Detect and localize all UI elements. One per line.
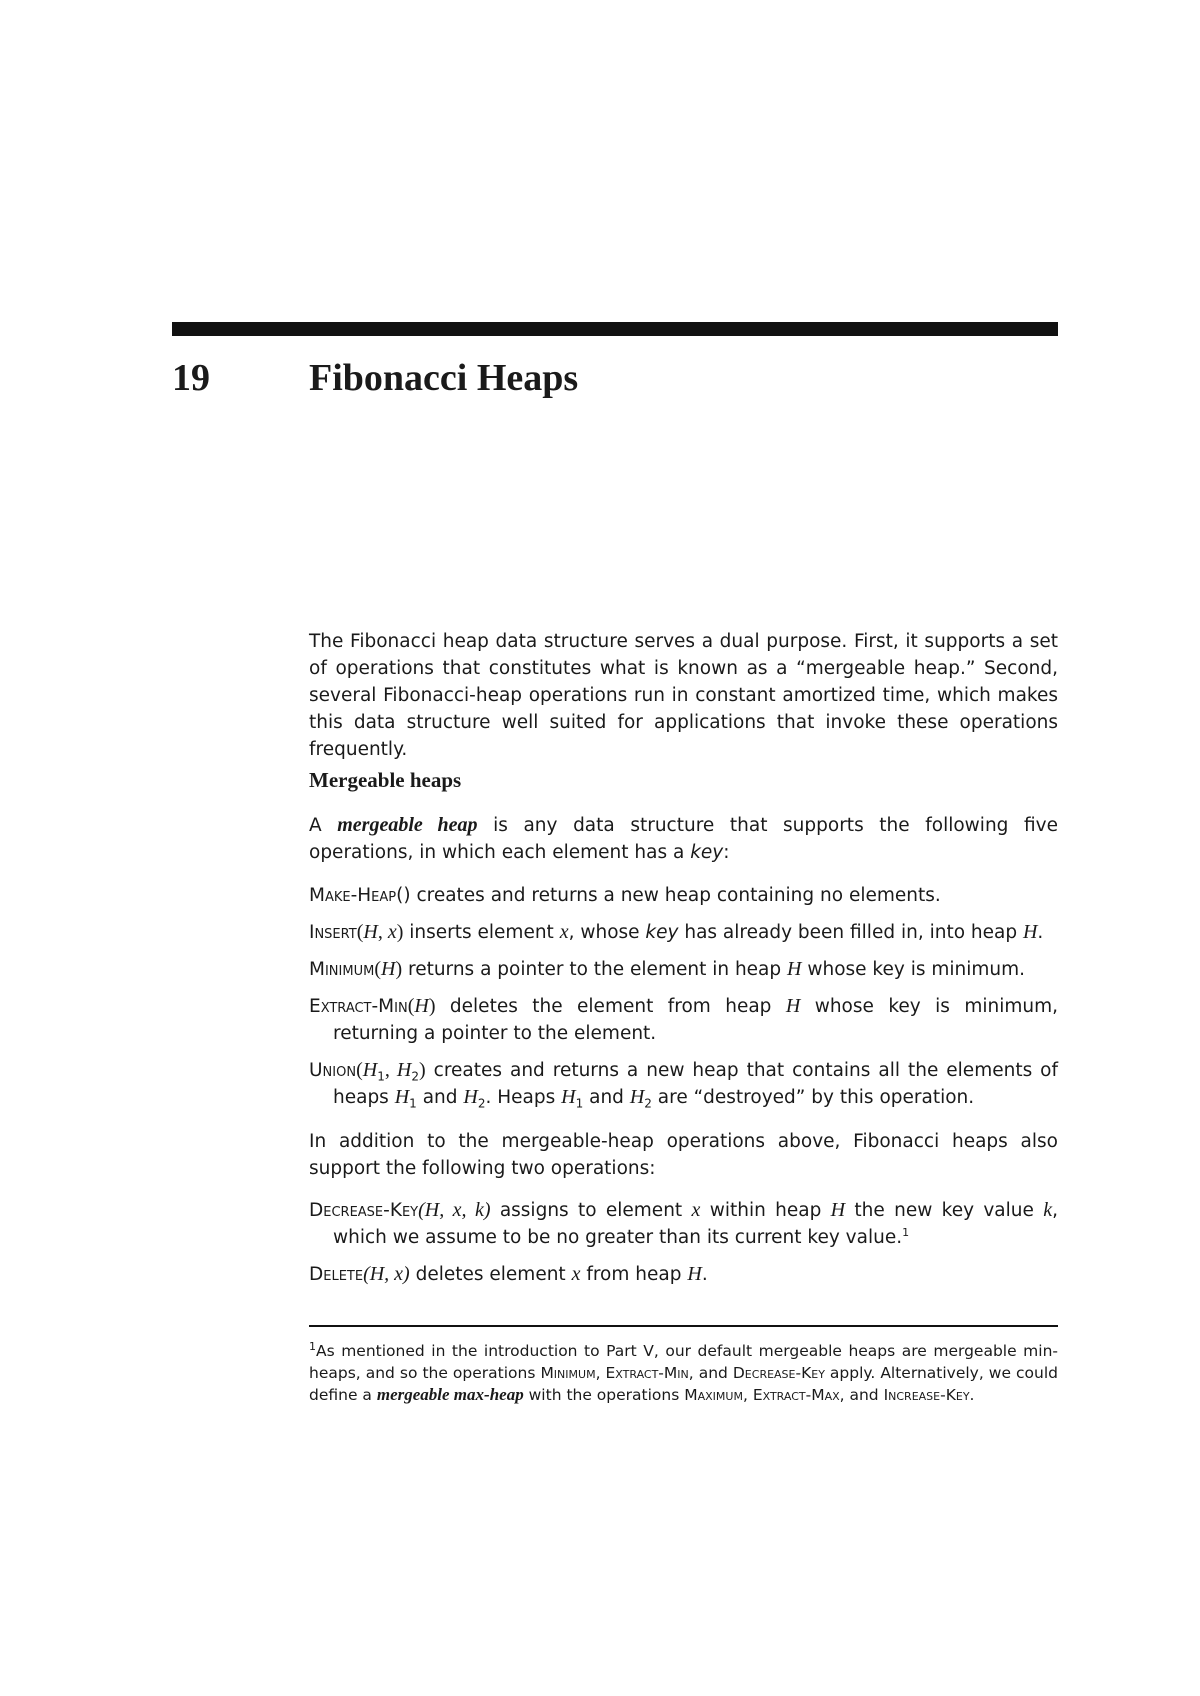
op-desc: are “destroyed” by this operation. [651, 1087, 975, 1108]
op-comma: , [384, 1059, 397, 1081]
op-desc: within heap [700, 1200, 831, 1221]
math-var: k [1043, 1199, 1053, 1221]
footnote-number: 1 [309, 1339, 316, 1353]
math-var: H [362, 1059, 378, 1081]
math-subscript: 2 [644, 1096, 652, 1111]
op-paren: ( [407, 995, 415, 1017]
op-union [309, 1057, 1058, 1111]
op-desc: whose key is minimum, returning a pointer to the element. [333, 996, 1058, 1044]
math-subscript: 1 [409, 1096, 417, 1111]
footnote-text: , and [688, 1364, 733, 1382]
op-make-heap [309, 882, 1058, 909]
op-desc: has already been filled in, into heap [678, 922, 1023, 943]
op-args: (H, x, k) [418, 1199, 491, 1221]
op-desc: the new key value [845, 1200, 1044, 1221]
math-var: H [363, 921, 378, 943]
chapter-rule [172, 322, 1058, 336]
op-paren: ) [395, 958, 403, 980]
math-var: H [561, 1086, 576, 1108]
footnote-text: As mentioned in the introduction to Part V, our default mergeable heaps are mergeable min-heaps, and so the operations [309, 1342, 1058, 1382]
op-paren: ) [428, 995, 436, 1017]
op-desc: from heap [580, 1264, 688, 1285]
math-var: H [394, 1086, 410, 1108]
additional-paragraph: In addition to the mergeable-heap operations above, Fibonacci heaps also support the following two operations: [309, 1131, 1058, 1179]
math-var: H [785, 995, 801, 1017]
op-desc: assigns to element [490, 1200, 692, 1221]
footnote-op: Increase-Key [883, 1386, 970, 1404]
math-var: H [687, 1263, 702, 1285]
footnote-text: with the operations [523, 1386, 685, 1404]
op-desc: . Heaps [485, 1087, 562, 1108]
op-insert [309, 919, 1058, 946]
op-minimum [309, 956, 1058, 983]
math-var: H [830, 1199, 846, 1221]
footnote-op: Extract-Min [605, 1364, 689, 1382]
op-name: Decrease-Key [309, 1200, 419, 1221]
op-desc: returns a pointer to the element in heap [402, 959, 788, 980]
op-name: Insert [309, 922, 357, 943]
term-key: key [690, 842, 724, 863]
math-var: x [559, 921, 569, 943]
op-delete [309, 1261, 1058, 1288]
math-subscript: 2 [411, 1069, 420, 1084]
math-var: H [414, 995, 429, 1017]
math-var: H [396, 1059, 412, 1081]
op-paren: ( [374, 958, 381, 980]
op-desc: , whose [568, 922, 646, 943]
footnote [309, 1340, 1058, 1406]
math-var: H [1022, 921, 1038, 943]
op-key-word: key [645, 922, 679, 943]
footnote-op: Maximum [684, 1386, 743, 1404]
footnote-text: , [742, 1386, 753, 1404]
math-var: x [691, 1199, 701, 1221]
op-comma: , [377, 921, 388, 943]
op-paren: ) [396, 921, 404, 943]
additional-operations-list [309, 1197, 1058, 1298]
op-desc: deletes the element from heap [435, 996, 786, 1017]
op-desc: . [701, 1264, 708, 1285]
math-var: x [571, 1263, 581, 1285]
op-args: () [396, 885, 411, 906]
op-paren: ( [356, 921, 364, 943]
footnote-text: , and [839, 1386, 884, 1404]
op-name: Make-Heap [309, 885, 397, 906]
op-desc: creates and returns a new heap that contains all the elements of heaps [333, 1060, 1059, 1108]
math-var: H [787, 958, 802, 980]
term-mergeable-heap: mergeable heap [337, 814, 478, 836]
math-var: H [380, 958, 396, 980]
math-subscript: 2 [477, 1096, 486, 1111]
math-var: H [463, 1086, 478, 1108]
op-desc: . [1037, 922, 1044, 943]
op-extract-min [309, 993, 1058, 1047]
math-var: H [629, 1086, 645, 1108]
op-decrease-key [309, 1197, 1058, 1251]
footnote-marker: 1 [902, 1225, 910, 1239]
footnote-text: apply. Alternatively, we could define a [309, 1364, 1058, 1404]
op-name: Minimum [309, 959, 375, 980]
definition-text: is any data structure that supports the following five operations, in which each element has a [309, 815, 1058, 863]
op-paren: ( [356, 1059, 363, 1081]
footnote-op: Extract-Max [752, 1386, 840, 1404]
chapter-number: 19 [172, 357, 210, 399]
op-desc: deletes element [409, 1264, 572, 1285]
op-name: Extract-Min [309, 996, 408, 1017]
operations-list [309, 882, 1058, 1121]
math-subscript: 1 [377, 1069, 385, 1084]
definition-text: : [723, 842, 730, 863]
op-desc: inserts element [403, 922, 560, 943]
op-desc: and [416, 1087, 464, 1108]
intro-paragraph: The Fibonacci heap data structure serves a dual purpose. First, it supports a set of operations that constitutes what is known as a “mergeable heap.” Second, several Fibonacci-heap operations run in constant amortized time, which makes this data structure well suited for applications that invoke these operations frequently. [309, 631, 1058, 760]
definition-paragraph [309, 812, 1058, 866]
op-name: Union [309, 1060, 357, 1081]
op-desc: whose key is minimum. [801, 959, 1026, 980]
op-desc: , which we assume to be no greater than its current key value. [333, 1200, 1058, 1248]
op-desc: and [583, 1087, 630, 1108]
footnote-op: Decrease-Key [732, 1364, 825, 1382]
definition-text: A [309, 815, 338, 836]
chapter-title: Fibonacci Heaps [309, 357, 579, 399]
op-name: Delete [309, 1264, 364, 1285]
math-subscript: 1 [575, 1096, 584, 1111]
footnote-op: Minimum [540, 1364, 596, 1382]
footnote-term: mergeable max-heap [376, 1385, 524, 1404]
op-args: (H, x) [363, 1263, 410, 1285]
math-var: x [387, 921, 397, 943]
op-desc: creates and returns a new heap containing no elements. [410, 885, 941, 906]
footnote-text: . [969, 1386, 975, 1404]
op-paren: ) [419, 1059, 426, 1081]
footnote-rule [309, 1325, 1058, 1327]
section-heading: Mergeable heaps [309, 768, 462, 792]
footnote-text: , [595, 1364, 606, 1382]
